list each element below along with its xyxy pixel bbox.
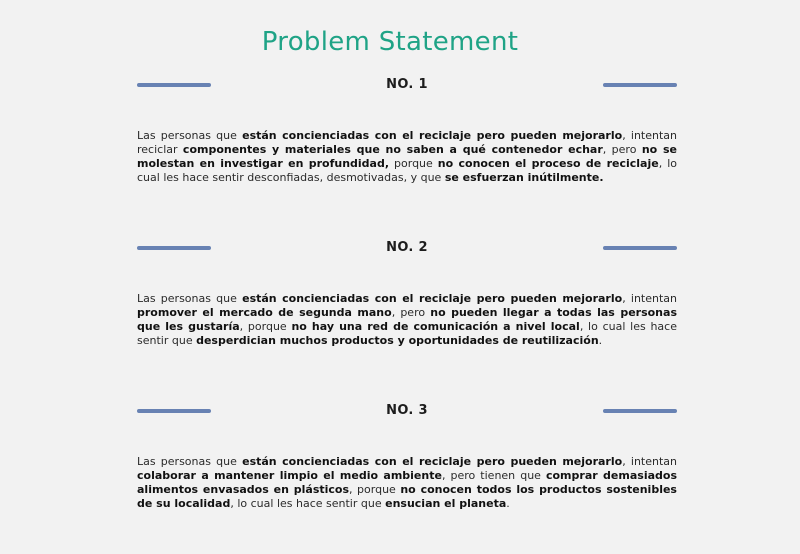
problem-statement-text	[137, 129, 677, 185]
body-text: , lo cual les hace sentir que	[230, 497, 386, 510]
emphasis-text: se esfuerzan inútilmente.	[444, 171, 604, 184]
body-text: , intentan	[622, 292, 677, 305]
body-text: .	[506, 497, 510, 510]
emphasis-text: están concienciadas con el reciclaje pero pueden mejorarlo	[242, 129, 623, 142]
emphasis-text: ensucian el planeta	[385, 497, 507, 510]
section-number: NO. 3	[386, 403, 428, 418]
decorative-rule-right	[603, 83, 677, 87]
body-text: , pero	[391, 306, 431, 319]
body-text: , porque	[349, 483, 401, 496]
section-header	[137, 401, 677, 421]
body-text: , pero	[602, 143, 642, 156]
section-number: NO. 1	[386, 77, 428, 92]
body-text: , intentan reciclar	[137, 129, 677, 156]
problem-statement-text	[137, 455, 677, 511]
emphasis-text: no conocen el proceso de reciclaje	[437, 157, 659, 170]
body-text: Las personas que	[137, 455, 243, 468]
body-text: , intentan	[622, 455, 677, 468]
body-text: , lo cual les hace sentir que	[137, 320, 677, 347]
emphasis-text: colaborar a mantener limpio el medio ambiente	[137, 469, 442, 482]
body-text: , lo cual les hace sentir desconfiadas, desmotivadas, y que	[137, 157, 677, 184]
problem-section-2	[137, 238, 677, 359]
section-header	[137, 75, 677, 95]
body-text: .	[598, 334, 603, 347]
emphasis-text: comprar demasiados alimentos envasados en plásticos	[137, 469, 677, 496]
problem-statement-text	[137, 292, 677, 348]
body-text: , pero tienen que	[441, 469, 546, 482]
problem-section-3	[137, 401, 677, 522]
problem-section-1	[137, 75, 677, 196]
emphasis-text: no pueden llegar a todas las personas que les gustaría	[137, 306, 677, 333]
body-text: Las personas que	[137, 292, 243, 305]
emphasis-text: no hay una red de comunicación a nivel local	[291, 320, 580, 333]
decorative-rule-right	[603, 246, 677, 250]
decorative-rule-right	[603, 409, 677, 413]
emphasis-text: no se molestan en investigar en profundidad,	[137, 143, 677, 170]
body-text: , porque	[239, 320, 292, 333]
emphasis-text: están concienciadas con el reciclaje pero pueden mejorarlo	[242, 292, 623, 305]
emphasis-text: están concienciadas con el reciclaje pero pueden mejorarlo	[242, 455, 623, 468]
emphasis-text: componentes y materiales que no saben a qué contenedor echar	[182, 143, 603, 156]
body-text: porque	[389, 157, 438, 170]
emphasis-text: no conocen todos los productos sostenibles de su localidad	[137, 483, 677, 510]
page-title: Problem Statement	[261, 27, 519, 57]
emphasis-text: desperdician muchos productos y oportunidades de reutilización	[196, 334, 599, 347]
body-text: Las personas que	[137, 129, 243, 142]
section-number: NO. 2	[386, 240, 428, 255]
section-header	[137, 238, 677, 258]
emphasis-text: promover el mercado de segunda mano	[137, 306, 392, 319]
